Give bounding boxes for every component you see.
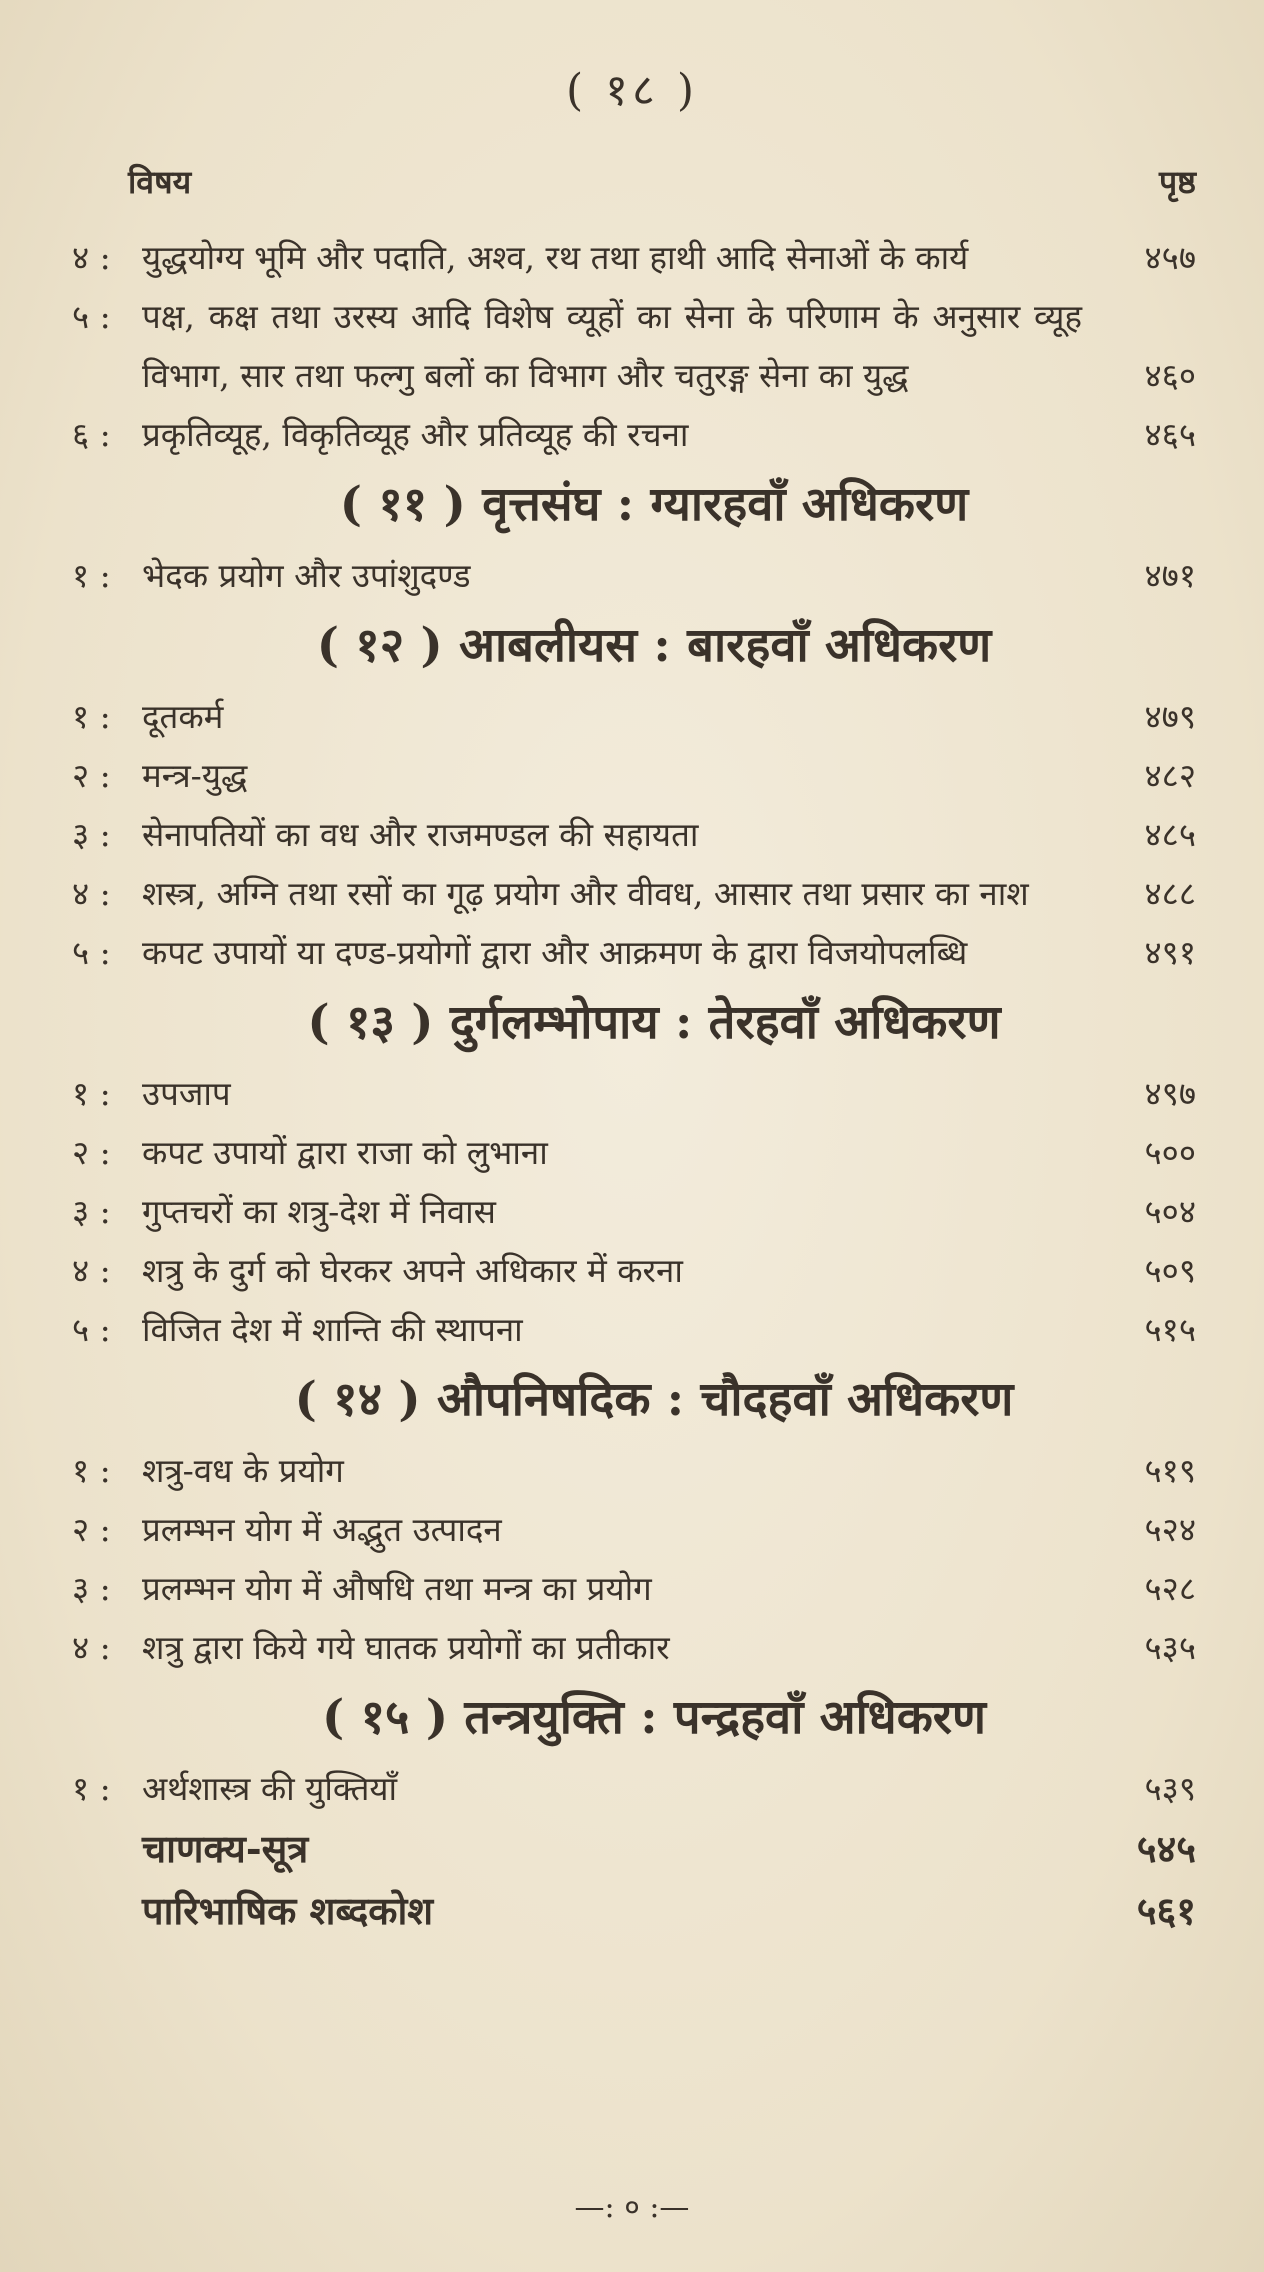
entry-title: अर्थशास्त्र की युक्तियाँ xyxy=(142,1769,398,1808)
section-heading: ( १२ ) आबलीयस : बारहवाँ अधिकरण xyxy=(316,618,992,673)
toc-entry xyxy=(72,287,1196,405)
entry-title: प्रलम्भन योग में औषधि तथा मन्त्र का प्रयोग xyxy=(142,1569,652,1608)
entry-number: ३ : xyxy=(72,1192,111,1231)
appendix-title: पारिभाषिक शब्दकोश xyxy=(142,1888,434,1933)
page-column-label: पृष्ठ xyxy=(1158,163,1196,201)
appendix-title: चाणक्य-सूत्र xyxy=(142,1826,309,1871)
page-number: ( १८ ) xyxy=(565,65,699,116)
appendix-entry xyxy=(72,1880,1196,1942)
entry-number: ४ : xyxy=(72,1251,111,1290)
entry-number: ५ : xyxy=(72,297,111,336)
entry-number: १ : xyxy=(72,1451,111,1490)
toc-entry xyxy=(72,1618,1196,1677)
entry-title: प्रलम्भन योग में अद्भुत उत्पादन xyxy=(142,1510,502,1549)
entry-title: भेदक प्रयोग और उपांशुदण्ड xyxy=(142,556,471,595)
entry-number: ५ : xyxy=(72,1310,111,1349)
toc-entry xyxy=(72,1182,1196,1241)
entry-page-number: ४८५ xyxy=(1144,815,1196,854)
entry-title: पक्ष, कक्ष तथा उरस्य आदि विशेष व्यूहों का सेना के परिणाम के अनुसार व्यूह विभाग, सार तथा फल्गु बलों का विभाग और चतुरङ्ग सेना का युद्ध xyxy=(142,297,1082,395)
entry-number: ३ : xyxy=(72,815,111,854)
entry-page-number: ५३५ xyxy=(1144,1628,1196,1667)
entry-title: शत्रु के दुर्ग को घेरकर अपने अधिकार में करना xyxy=(142,1251,683,1290)
toc-entry xyxy=(72,1123,1196,1182)
entry-title: उपजाप xyxy=(142,1074,231,1113)
entry-number: ६ : xyxy=(72,415,111,454)
toc-entry xyxy=(72,805,1196,864)
entry-page-number: ४६० xyxy=(1144,356,1196,395)
toc-entry xyxy=(72,687,1196,746)
entry-title: प्रकृतिव्यूह, विकृतिव्यूह और प्रतिव्यूह की रचना xyxy=(142,415,689,454)
entry-title: दूतकर्म xyxy=(142,697,224,736)
entry-page-number: ५०४ xyxy=(1144,1192,1196,1231)
subject-column-label: विषय xyxy=(128,163,192,201)
toc-entry xyxy=(72,1759,1196,1818)
appendix-entry xyxy=(72,1818,1196,1880)
entry-title: कपट उपायों या दण्ड-प्रयोगों द्वारा और आक्रमण के द्वारा विजयोपलब्धि xyxy=(142,933,968,972)
entry-title: शत्रु-वध के प्रयोग xyxy=(142,1451,344,1490)
entry-number: १ : xyxy=(72,556,111,595)
toc-entry xyxy=(72,1241,1196,1300)
entry-number: ४ : xyxy=(72,238,111,277)
entry-page-number: ४५७ xyxy=(1144,238,1196,277)
entry-page-number: ४७१ xyxy=(1144,556,1196,595)
entry-title: युद्धयोग्य भूमि और पदाति, अश्व, रथ तथा हाथी आदि सेनाओं के कार्य xyxy=(142,238,969,277)
table-of-contents xyxy=(72,228,1196,1942)
toc-entry xyxy=(72,546,1196,605)
entry-page-number: ५१५ xyxy=(1144,1310,1196,1349)
entry-number: २ : xyxy=(72,1510,111,1549)
entry-number: ४ : xyxy=(72,874,111,913)
entry-page-number: ५२८ xyxy=(1144,1569,1196,1608)
entry-title: मन्त्र-युद्ध xyxy=(142,756,248,795)
toc-entry xyxy=(72,1064,1196,1123)
entry-title: शत्रु द्वारा किये गये घातक प्रयोगों का प्रतीकार xyxy=(142,1628,670,1667)
page-footer-ornament: —: ० :— xyxy=(574,2190,690,2225)
entry-number: १ : xyxy=(72,697,111,736)
entry-number: ३ : xyxy=(72,1569,111,1608)
appendix-page-number: ५४५ xyxy=(1136,1826,1196,1871)
toc-entry xyxy=(72,1441,1196,1500)
entry-page-number: ५१९ xyxy=(1144,1451,1196,1490)
entry-page-number: ४७९ xyxy=(1144,697,1196,736)
entry-page-number: ४८८ xyxy=(1144,874,1196,913)
entry-title: कपट उपायों द्वारा राजा को लुभाना xyxy=(142,1133,548,1172)
entry-page-number: ४९१ xyxy=(1144,933,1196,972)
entry-page-number: ५०० xyxy=(1144,1133,1196,1172)
entry-number: १ : xyxy=(72,1769,111,1808)
toc-entry xyxy=(72,1300,1196,1359)
entry-page-number: ४६५ xyxy=(1144,415,1196,454)
toc-entry xyxy=(72,746,1196,805)
entry-number: १ : xyxy=(72,1074,111,1113)
toc-entry xyxy=(72,864,1196,923)
entry-number: २ : xyxy=(72,756,111,795)
entry-title: विजित देश में शान्ति की स्थापना xyxy=(142,1310,523,1349)
entry-title: सेनापतियों का वध और राजमण्डल की सहायता xyxy=(142,815,699,854)
entry-page-number: ५३९ xyxy=(1144,1769,1196,1808)
entry-number: ४ : xyxy=(72,1628,111,1667)
toc-entry xyxy=(72,1500,1196,1559)
section-heading: ( १४ ) औपनिषदिक : चौदहवाँ अधिकरण xyxy=(294,1372,1014,1427)
entry-number: २ : xyxy=(72,1133,111,1172)
entry-number: ५ : xyxy=(72,933,111,972)
section-heading: ( ११ ) वृत्तसंघ : ग्यारहवाँ अधिकरण xyxy=(339,477,969,532)
entry-title: गुप्तचरों का शत्रु-देश में निवास xyxy=(142,1192,496,1231)
column-header xyxy=(128,160,1196,203)
section-heading: ( १३ ) दुर्गलम्भोपाय : तेरहवाँ अधिकरण xyxy=(307,995,1001,1050)
entry-title: शस्त्र, अग्नि तथा रसों का गूढ़ प्रयोग और वीवध, आसार तथा प्रसार का नाश xyxy=(142,874,1029,913)
toc-entry xyxy=(72,1559,1196,1618)
appendix-page-number: ५६१ xyxy=(1136,1888,1196,1933)
entry-page-number: ५०९ xyxy=(1144,1251,1196,1290)
entry-page-number: ४९७ xyxy=(1144,1074,1196,1113)
entry-page-number: ५२४ xyxy=(1144,1510,1196,1549)
toc-entry xyxy=(72,923,1196,982)
toc-entry xyxy=(72,228,1196,287)
entry-page-number: ४८२ xyxy=(1144,756,1196,795)
toc-entry xyxy=(72,405,1196,464)
section-heading: ( १५ ) तन्त्रयुक्ति : पन्द्रहवाँ अधिकरण xyxy=(321,1690,987,1745)
